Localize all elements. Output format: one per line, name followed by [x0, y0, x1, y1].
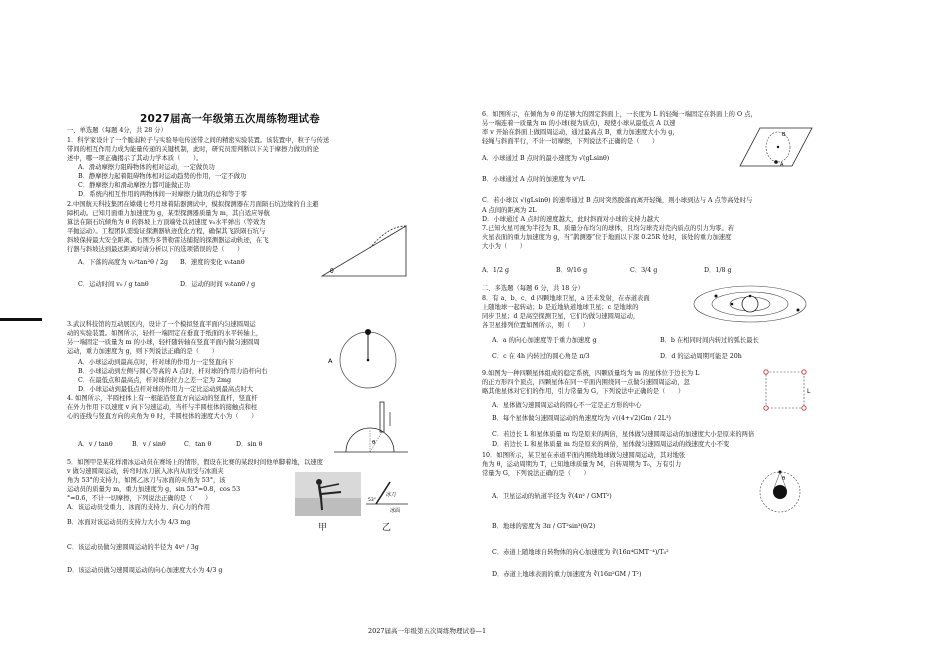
skater-leg [321, 498, 322, 510]
q10-line: 角为 θ，运动周期为 T，已知地球质量为 M，自转周期为 T₀，万有引力 [482, 461, 682, 468]
q1-option-d: D．系统内相互作用的两物体间一对摩擦力做功的总和等于零 [78, 191, 247, 198]
q10-line: 常量为 G，下列说法正确的是（ ） [482, 470, 590, 477]
knife-label: 冰刀 [386, 492, 397, 498]
ice-label: 冰面 [390, 508, 401, 514]
side-length-label: L [807, 388, 811, 395]
q8-line: 8．有 a、b、c、d 四颗地球卫星，a 还未发射，在赤道表面 [482, 295, 650, 302]
point-a-ball [774, 160, 778, 164]
q6-option-d: D．小球通过 A 点时的速度越大，此时斜面对小球的支持力越大 [482, 216, 660, 223]
q2-option-d: D．运动的时间 v₀tanθ / g [180, 281, 256, 288]
point-a-label: A [328, 357, 333, 365]
q9-line: 的正方形四个顶点，四颗星体在同一平面内围绕同一点做匀速圆周运动，忽 [482, 379, 690, 386]
q10-option-c: C．赤道上随地球自转物体的向心加速度为 ∛(16π⁴GMT⁻⁴)/T₀² [492, 549, 669, 556]
star-top-left [764, 370, 768, 374]
earth [773, 485, 787, 499]
q5-line: v 做匀速圆周运动，转弯时冰刀嵌入冰内从而受与冰面夹 [67, 468, 224, 475]
slope-angle-label: θ [330, 268, 334, 275]
q1-option-a: A．滑动摩擦力阻碍物体的相对运动，一定做负功 [78, 164, 215, 171]
q1-option-b: B．静摩擦力起着阻碍物体相对运动趋势的作用，一定不做功 [78, 173, 247, 180]
q6-option-b: B．小球通过 A 点时的加速度为 v²/L [482, 176, 586, 183]
figure-label-b: 乙 [382, 523, 392, 533]
q3-line: 运动，重力加速度为 g，则下列说法正确的是（ ） [67, 348, 218, 355]
q2-line: 斜坡保持最大安全距离。右图为多普勒雷达捕捉的探测器运动轨迹，在飞 [67, 237, 269, 244]
satellite-d [797, 309, 800, 312]
blade-angle-label: 53° [368, 498, 376, 503]
q9-square-stars-figure [760, 368, 812, 414]
vertical-rod [380, 402, 384, 432]
q2-option-a: A．下落的高度为 v₀²tan²θ / 2g [78, 259, 169, 266]
q3-circle-figure [322, 322, 406, 398]
q8-orbit-figure [692, 280, 814, 330]
q6-option-c: C．若小球以 √(gLsinθ) 的速率通过 B 点时突然脱落而离开轻绳，则小球到达与 A 点等高处时与 [482, 197, 753, 204]
figure-label-a: 甲 [318, 523, 328, 533]
q4-line: 心的连线与竖直方向的夹角为 θ 时，半圆柱体的速度大小为（ ） [67, 413, 258, 420]
q4-line: 在外力作用下以速度 v 向下匀速运动，当杆与半圆柱体的接触点和柱 [67, 404, 258, 411]
square-outline [766, 372, 804, 408]
q2-slope-figure [318, 218, 410, 280]
star-bottom-left [764, 406, 768, 410]
q2-option-b: B．速度的变化 v₀tanθ [180, 259, 245, 266]
q3-line: 另一端固定一质量为 m 的小球，轻杆随转轴在竖直平面内做匀速圆周 [67, 339, 260, 346]
q9-option-d: D．若边长 L 和星体质量 m 均是原来的两倍，星体做匀速圆周运动的线速度大小不变 [492, 441, 730, 448]
q3-line: 动的实验装置。如图所示，轻杆一端固定在垂直于纸面的水平转轴上， [67, 330, 263, 337]
q1-line: 述中，哪一项正确揭示了其动力学本质（ ）。 [67, 155, 203, 162]
point-b-label: B [782, 132, 786, 138]
q1-line: 带间的相互作用力成为能量传递的关键机制，此时，研究员需判断以下关于摩擦力做功的论 [67, 146, 319, 153]
q4-line: 4. 如图所示，半圆柱体上有一根能沿竖直方向运动的竖直杆，竖直杆 [67, 395, 258, 402]
q5-line: 角为 53°的支持力，如图乙冰刀与冰面的夹角为 53°，该 [67, 477, 226, 484]
page-edge-marker [0, 318, 42, 321]
q5-line: 运动员的质量为 m，重力加速度为 g，sin 53°=0.8，cos 53 [67, 486, 241, 493]
q5-line: 5．如图甲是某花样滑冰运动员在赛场上的情形，假设在比赛的某段时间他单脚着地，以速度 [67, 459, 323, 466]
q4-option-a: A．v / tanθ [78, 441, 113, 448]
q2-option-c: C．运动时间 v₀ / g tanθ [78, 281, 149, 288]
section-heading-single-choice: 一、单选题（每题 4分，共 28 分） [67, 127, 167, 134]
skater-raised-leg [321, 492, 341, 494]
star-bottom-right [802, 406, 806, 410]
q4-option-d: D．sin θ [236, 441, 263, 448]
ice-surface [295, 498, 361, 516]
q3-option-d: D．小球运动到最低点杆对球的作用力一定比运动到最高点时大 [78, 386, 254, 393]
q6-line: 轻绳与斜面平行，不计一切摩擦，下列说法不正确的是（ ） [482, 138, 659, 145]
q2-line: 行器与斜坡达到最远距离时请分析以下的选项错误的是（ ） [67, 246, 244, 253]
q10-option-b: B．地球的密度为 3π / GT²sin³(θ/2) [492, 523, 596, 530]
page-title: 2027届高一年级第五次周练物理试卷 [140, 113, 320, 125]
axis-pivot [367, 359, 370, 362]
q7-option-c: C．3/4 g [630, 267, 658, 274]
q1-option-c: C．静摩擦力和滑动摩擦力都可能做正功 [78, 182, 190, 189]
q6-line: 另一端连着一质量为 m 的小球(视为质点)，现使小球从最低点 A 以速 [482, 120, 676, 127]
q10-satellite-figure [756, 466, 804, 516]
satellite-c [715, 295, 718, 298]
skater-arm [319, 484, 339, 488]
q5-option-b: B．冰面对该运动员的支持力大小为 4/3 mg [67, 519, 191, 526]
q5-option-d: D．该运动员做匀速圆周运动的向心加速度大小为 4/3 g [67, 567, 223, 574]
q8-option-a: A．a 的向心加速度等于重力加速度 g [492, 337, 597, 344]
q4-option-c: C．tan θ [184, 441, 212, 448]
q10-line: 10．如图所示，某卫星在赤道平面内围绕地球做匀速圆周运动，其对地张 [482, 452, 686, 459]
q9-line: 略其他星体对它们的作用，引力常量为 G，下列说法中正确的是（ ） [482, 388, 685, 395]
page-footer: 2027届高一年级第五次周练物理试卷—1 [368, 627, 487, 635]
skater-silhouette [295, 472, 361, 516]
star-top-right [802, 370, 806, 374]
q5-blade-figure [364, 472, 410, 516]
q7-line: 大小为（ ） [482, 243, 527, 250]
q5-skater-photo [295, 472, 361, 516]
q2-line: 平抛运动）。工程团队需验证探测器轨迹优化方程，确保其飞跃陨石坑与 [67, 228, 266, 235]
section-heading-multi-choice: 二、多选题（每题 6 分，共 18 分） [482, 285, 584, 292]
q6-option-c-cont: A 点间的距离为 2L [482, 207, 537, 214]
satellite-b [731, 303, 734, 306]
q9-option-a: A．星体做匀速圆周运动的圆心不一定是正方形的中心 [492, 402, 642, 409]
q3-option-b: B．小球运动到左侧与圆心等高的 A 点时，杆对球的作用力沿杆向右 [78, 368, 268, 375]
satellite-a [749, 295, 752, 298]
q9-option-c: C．若边长 L 和星体质量 m 均是原来的两倍，星体做匀速圆周运动的加速度大小是原来的两倍 [492, 431, 755, 438]
q9-line: 9.如图为一种四颗星体组成的稳定系统，四颗质量均为 m 的星体位于边长为 L [482, 370, 700, 377]
q5-option-c: C．该运动员做匀速圆周运动的半径为 4v² / 3g [67, 544, 199, 551]
q2-line: 2.中国航天科技集团在嫦娥七号月球着陆器测试中，模拟探测器在月面陨石坑边缘的自主避 [67, 201, 319, 208]
q5-line: °=0.6，不计一切摩擦，下列说法正确的是（ ） [67, 495, 212, 502]
q1-line: 1．科学家设计了一个脆弱粒子与实验导电传送带之间的精密实验装置。该装置中，粒子与传送 [67, 137, 330, 144]
q8-line: 各卫星排列位置如图所示，则（ ） [482, 322, 590, 329]
q8-option-d: D．d 的运动周期可能是 20h [660, 353, 742, 360]
q4-option-b: B．v / sinθ [132, 441, 166, 448]
q3-option-c: C．在最低点和最高点，杆对球的拉力之差一定为 2mg [78, 377, 232, 384]
point-o [777, 146, 779, 148]
q8-option-b: B．b 在相同时间内转过的弧长最长 [660, 337, 759, 344]
q10-option-a: A．卫星运动的轨道半径为 ∛(4π² / GMT²) [492, 493, 612, 500]
q6-option-a: A．小球通过 B 点时的最小速度为 √(gLsinθ) [482, 155, 610, 162]
q7-option-b: B．9/16 g [556, 267, 588, 274]
q7-line: 火星表面的重力加速度为 g，当“鹊测器”位于地面以下深 0.25R 处时，该处的重力加速度 [482, 234, 732, 241]
q10-option-d: D．赤道上地球表面的重力加速度为 ∛(16π²GM / T²) [492, 571, 642, 578]
q6-line: 率 v 开始在斜面上做圆周运动，通过最高点 B，重力加速度大小为 g， [482, 129, 679, 136]
q2-line: 障机动。已知月面重力加速度为 g，某型探测器质量为 m，其自适应导航 [67, 210, 270, 217]
q7-line: 7.已知火星可视为半径为 R、质量分布均匀的球体，且均匀球壳对壳内质点的引力为零。若 [482, 225, 735, 232]
angle-label: θ [372, 440, 376, 446]
q3-line: 3.武汉科技馆的互动展区内，设计了一个模拟竖直平面内匀速圆周运 [67, 321, 256, 328]
angle-label: θ [782, 476, 786, 482]
point-a-label: A [780, 162, 784, 168]
q4-half-cylinder-figure [332, 396, 410, 456]
q6-incline-figure [736, 120, 816, 172]
earth [742, 296, 758, 312]
q7-option-a: A．1/2 g [482, 267, 510, 274]
q8-option-c: C．c 在 4h 内转过的圆心角是 π/3 [492, 353, 590, 360]
slope-line [322, 226, 406, 276]
q8-line: 同步卫星；d 是高空探测卫星，它们均做匀速圆周运动， [482, 313, 640, 320]
q5-line: A．该运动员受重力、冰面的支持力、向心力的作用 [67, 504, 211, 511]
q9-option-b: B．每个星体做匀速圆周运动的角速度均为 √((4+√2)Gm / 2L³) [492, 415, 671, 422]
q3-option-a: A．小球运动到最高点时，杆对球的作用力一定竖直向下 [78, 359, 234, 366]
skater-head [316, 479, 322, 485]
q6-line: 6．如图所示，在倾角为 θ 的足够大的固定斜面上，一长度为 L 的轻绳一端固定在斜面上的 O 点， [482, 111, 757, 118]
q2-line: 算法在陨石坑倾角为 θ 的斜坡上方顶端处以初速度 v₀水平弹出（等效为 [67, 219, 266, 226]
ball [365, 329, 371, 335]
q7-option-d: D．1/8 g [704, 267, 732, 274]
q8-line: 上随地球一起转动；b 是近地轨道地球卫星；c 是地球的 [482, 304, 639, 311]
